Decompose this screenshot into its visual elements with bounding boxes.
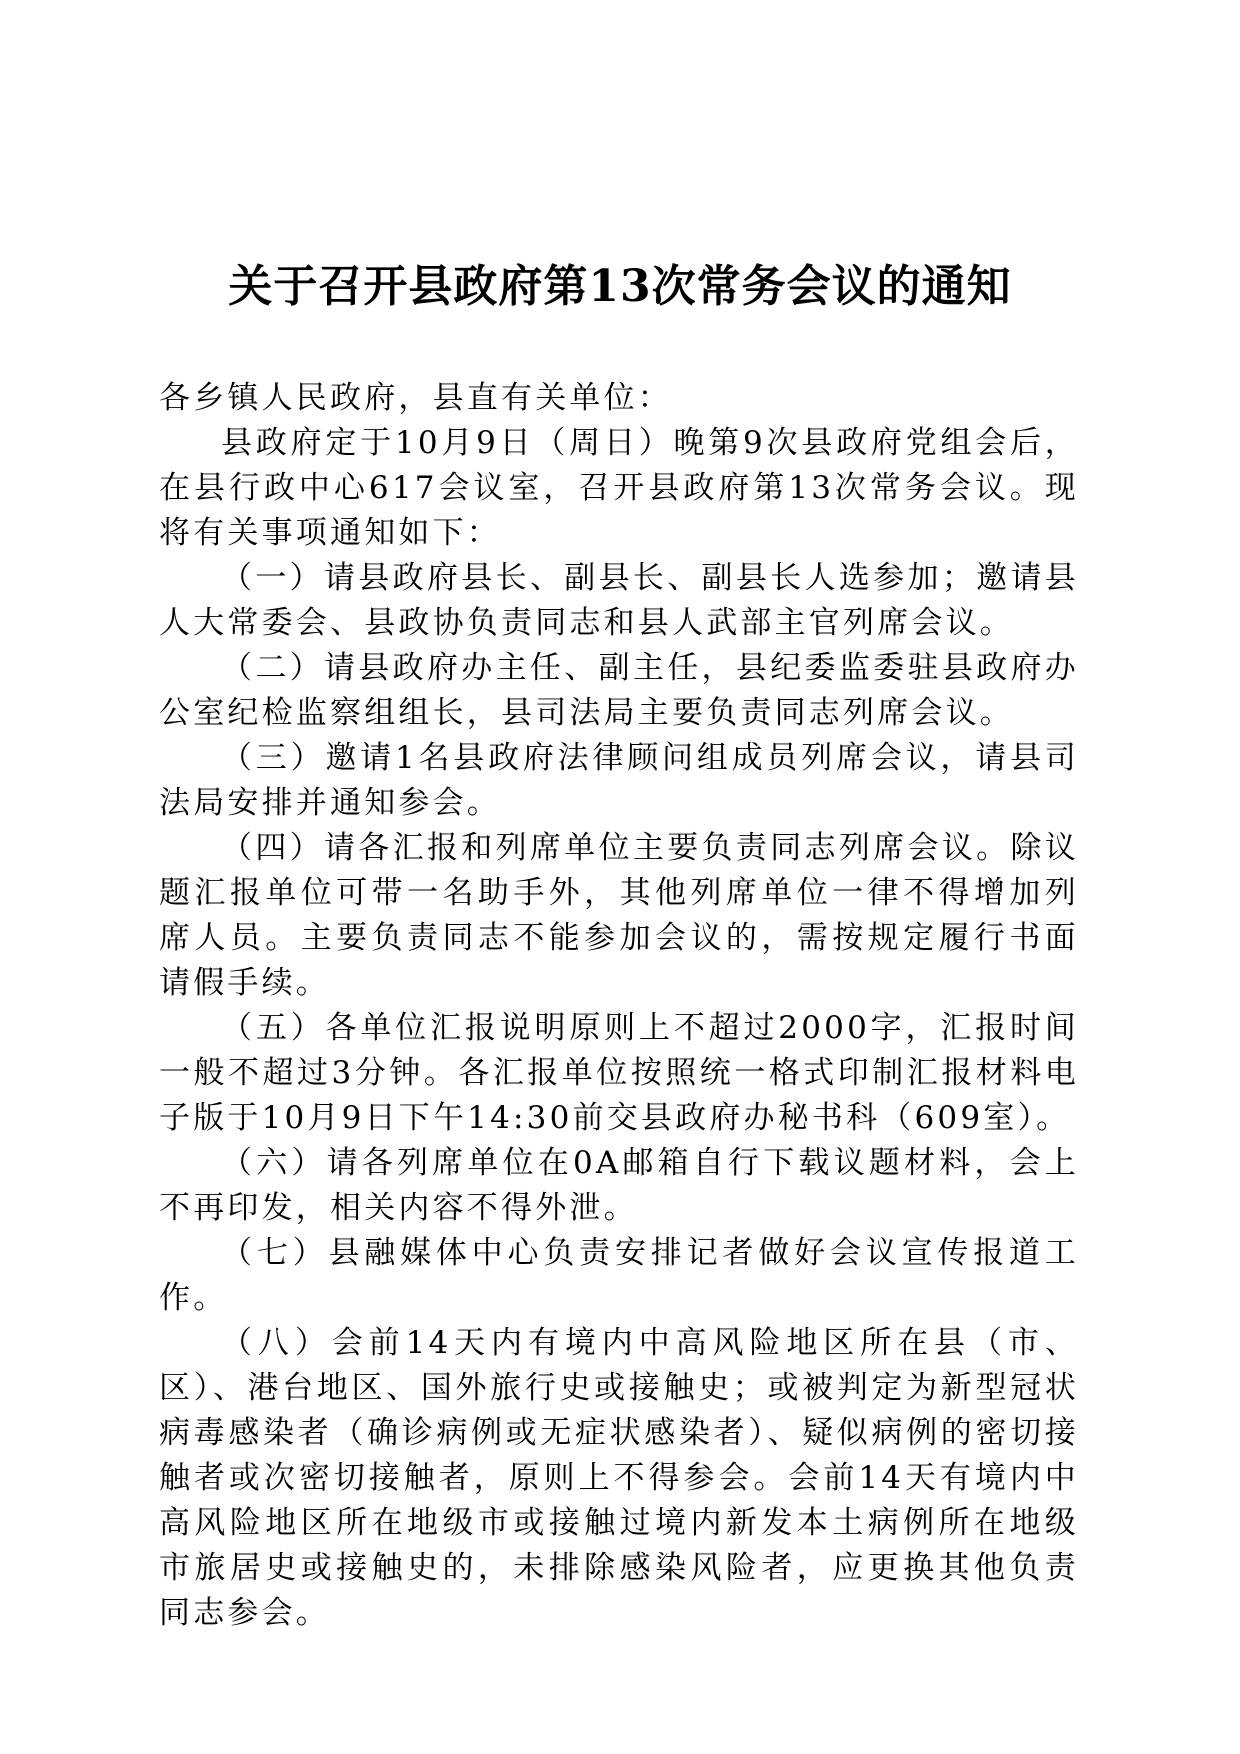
salutation: 各乡镇人民政府，县直有关单位： bbox=[159, 380, 672, 416]
item-7-paragraph: （七）县融媒体中心负责安排记者做好会议宣传报道工作。 bbox=[159, 1235, 1079, 1316]
item-2-paragraph: （二）请县政府办主任、副主任，县纪委监委驻县政府办公室纪检监察组组长，县司法局主要负责同志列席会议。 bbox=[159, 650, 1079, 731]
item-6-paragraph: （六）请各列席单位在0A邮箱自行下载议题材料，会上不再印发，相关内容不得外泄。 bbox=[159, 1145, 1079, 1226]
item-8-paragraph: （八）会前14天内有境内中高风险地区所在县（市、区）、港台地区、国外旅行史或接触史；或被判定为新型冠状病毒感染者（确诊病例或无症状感染者）、疑似病例的密切接触者或次密切接触者，原则上不得参会。会前14天有境内中高风险地区所在地级市或接触过境内新发本土病例所在地级市旅居史或接触史的，未排除感染风险者，应更换其他负责同志参会。 bbox=[159, 1325, 1079, 1631]
document-title: 关于召开县政府第13次常务会议的通知 bbox=[228, 261, 1012, 312]
item-5-paragraph: （五）各单位汇报说明原则上不超过2000字，汇报时间一般不超过3分钟。各汇报单位按照统一格式印制汇报材料电子版于10月9日下午14:30前交县政府办秘书科（609室）。 bbox=[159, 1010, 1079, 1136]
intro-paragraph: 县政府定于10月9日（周日）晚第9次县政府党组会后，在县行政中心617会议室，召开县政府第13次常务会议。现将有关事项通知如下： bbox=[159, 425, 1079, 551]
item-3-paragraph: （三）邀请1名县政府法律顾问组成员列席会议，请县司法局安排并通知参会。 bbox=[159, 740, 1079, 821]
document-body bbox=[159, 376, 1079, 1636]
item-4-paragraph: （四）请各汇报和列席单位主要负责同志列席会议。除议题汇报单位可带一名助手外，其他列席单位一律不得增加列席人员。主要负责同志不能参加会议的，需按规定履行书面请假手续。 bbox=[159, 830, 1079, 1001]
item-1-paragraph: （一）请县政府县长、副县长、副县长人选参加；邀请县人大常委会、县政协负责同志和县人武部主官列席会议。 bbox=[159, 560, 1079, 641]
